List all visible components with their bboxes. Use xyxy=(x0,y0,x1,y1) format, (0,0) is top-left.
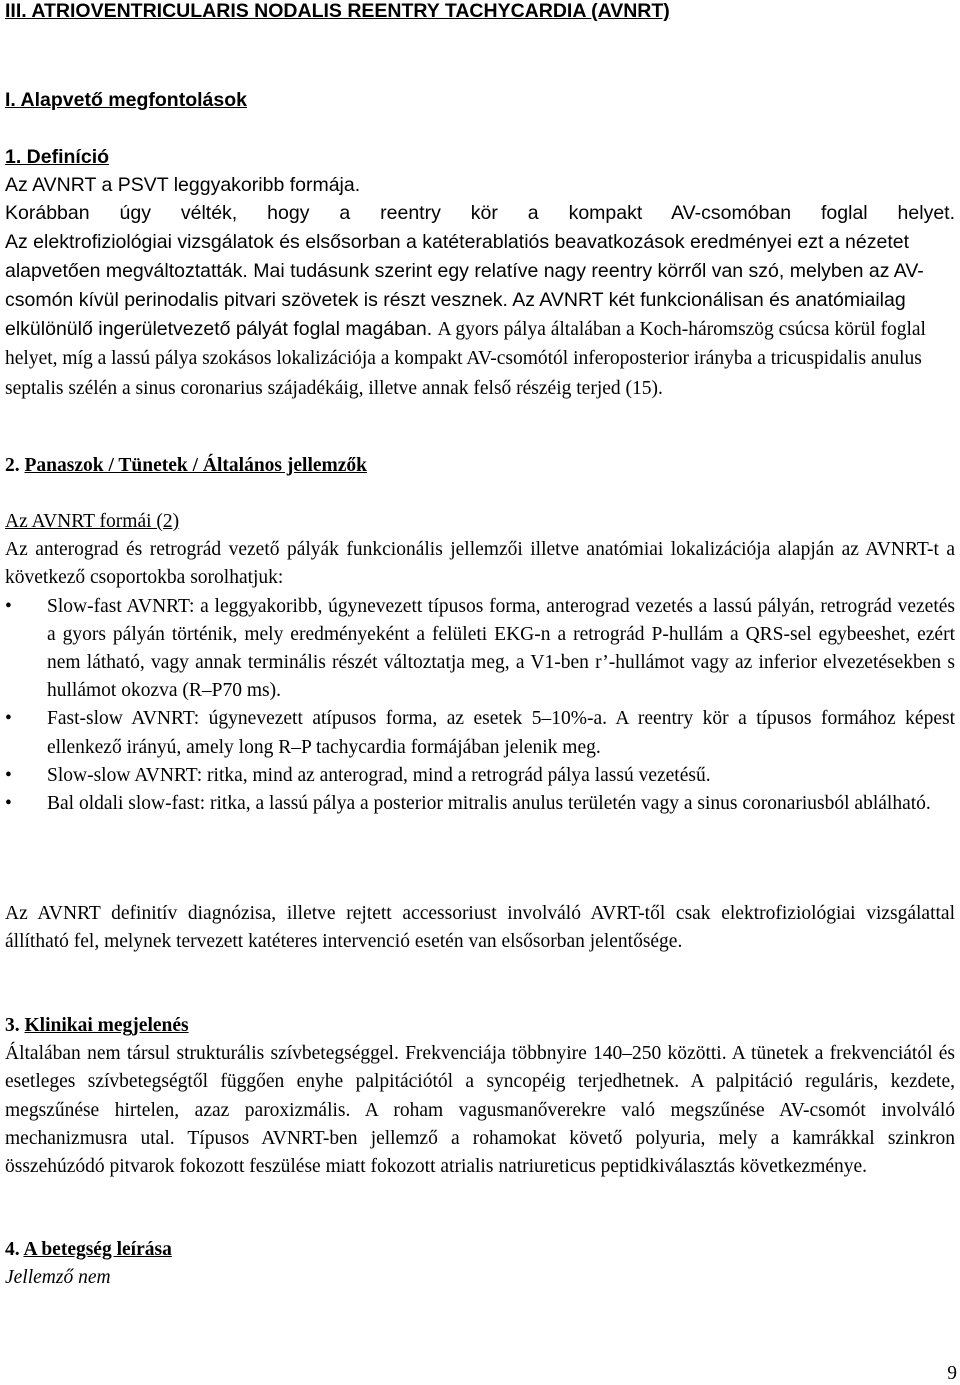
page-number: 9 xyxy=(947,1363,957,1384)
list-item-text: Slow-fast AVNRT: a leggyakoribb, úgynevezett típusos forma, anterograd vezetés a lassú pályán, retrográd vezetés a gyors pályán történik, mely eredményeként a felületi EKG-n a retrográd P-hullám a QRS-sel egybeeshet, ezért nem látható, vagy annak terminális részét változtatja meg, a V1-ben r’-hullámot vagy az inferior elvezetésekben s hullámot okozva (R–P70 ms). xyxy=(47,595,955,702)
complaints-heading-number: 2. xyxy=(5,455,25,476)
definition-line-2: Korábban úgy vélték, hogy a reentry kör a kompakt AV-csomóban foglal helyet. xyxy=(5,202,955,225)
list-item xyxy=(5,705,955,761)
forms-list xyxy=(5,593,955,819)
chapter-title: III. ATRIOVENTRICULARIS NODALIS REENTRY TACHYCARDIA (AVNRT) xyxy=(5,0,670,22)
list-item xyxy=(5,593,955,706)
bullet-icon: • xyxy=(5,708,12,730)
list-item xyxy=(5,790,955,818)
list-item xyxy=(5,762,955,790)
complaints-heading xyxy=(5,452,955,480)
disease-subheading: Jellemző nem xyxy=(5,1267,111,1289)
definition-heading: 1. Definíció xyxy=(5,146,110,168)
list-item-text: Slow-slow AVNRT: ritka, mind az anterograd, mind a retrográd pálya lassú vezetésű. xyxy=(47,764,711,786)
complaints-heading-text: Panaszok / Tünetek / Általános jellemzők xyxy=(24,455,368,476)
clinical-heading xyxy=(5,1012,955,1040)
bullet-icon: • xyxy=(5,595,12,617)
list-item-text: Bal oldali slow-fast: ritka, a lassú pálya a posterior mitralis anulus területén vagy a sinus coronariusból ablálható. xyxy=(47,793,931,815)
definition-line-1: Az AVNRT a PSVT leggyakoribb formája. xyxy=(5,174,361,197)
disease-heading xyxy=(5,1236,955,1264)
forms-intro: Az anterograd és retrográd vezető pályák funkcionális jellemzői illetve anatómiai lokalizációja alapján az AVNRT-t a következő csoportokba sorolhatjuk: xyxy=(5,539,955,589)
definition-section xyxy=(5,143,955,403)
definition-sans-text: Az elektrofiziológiai vizsgálatok és elsősorban a katéterablatiós beavatkozások eredményei ezt a nézetet alapvetően megváltoztatták. Mai tudásunk szerint egy relatíve nagy reentry körről van szó, melyben az AV-csomón kívül perinodalis pitvari szövetek is részt vesznek. Az AVNRT két funkcionálisan és anatómiailag elkülönülő ingerületvezető pályát foglal magában. xyxy=(5,230,924,341)
clinical-section xyxy=(5,1012,955,1181)
forms-heading: Az AVNRT formái (2) xyxy=(5,511,180,532)
clinical-heading-text: Klinikai megjelenés xyxy=(24,1015,189,1036)
disease-section xyxy=(5,1236,955,1292)
definition-serif-text: A gyors pálya általában a Koch-háromszög csúcsa körül foglal helyet, míg a lassú pálya szokásos lokalizációja a kompakt AV-csomótól inferoposterior irányba a tricuspidalis anulus septalis szélén a sinus coronarius szájadékáig, illetve annak felső részéig terjed (15). xyxy=(5,319,926,399)
section-heading-basics: I. Alapvető megfontolások xyxy=(5,89,247,111)
avnrt-forms-section xyxy=(5,508,955,818)
disease-heading-text: A betegség leírása xyxy=(23,1239,172,1260)
bullet-icon: • xyxy=(5,764,12,786)
definition-paragraph-sans xyxy=(5,231,926,399)
list-item-text: Fast-slow AVNRT: úgynevezett atípusos forma, az esetek 5–10%-a. A reentry kör a típusos formához képest ellenkező irányú, amely long R–P tachycardia formájában jelenik meg. xyxy=(47,708,955,758)
bullet-icon: • xyxy=(5,793,12,815)
clinical-paragraph: Általában nem társul strukturális szívbetegséggel. Frekvenciája többnyire 140–250 közötti. A tünetek a frekvenciától és esetleges szívbetegségtől függően enyhe palpitációtól a syncopéig terjedhetnek. A palpitáció reguláris, kezdete, megszűnése hirtelen, azaz paroxizmális. A roham vagusmanőverekre való megszűnése AV-csomót involváló mechanizmusra utal. Típusos AVNRT-ben jellemző a rohamokat követő polyuria, mely a kamrákkal szinkron összehúzódó pitvarok fokozott feszülése miatt fokozott atrialis natriureticus peptidkiválasztás következménye. xyxy=(5,1043,955,1178)
clinical-heading-number: 3. xyxy=(5,1015,25,1036)
diagnosis-paragraph: Az AVNRT definitív diagnózisa, illetve rejtett accessoriust involváló AVRT-től csak elektrofiziológiai vizsgálattal állítható fel, melynek tervezett katéteres intervenció esetén van elsősorban jelentősége. xyxy=(5,903,955,953)
disease-heading-number: 4. xyxy=(5,1239,24,1260)
